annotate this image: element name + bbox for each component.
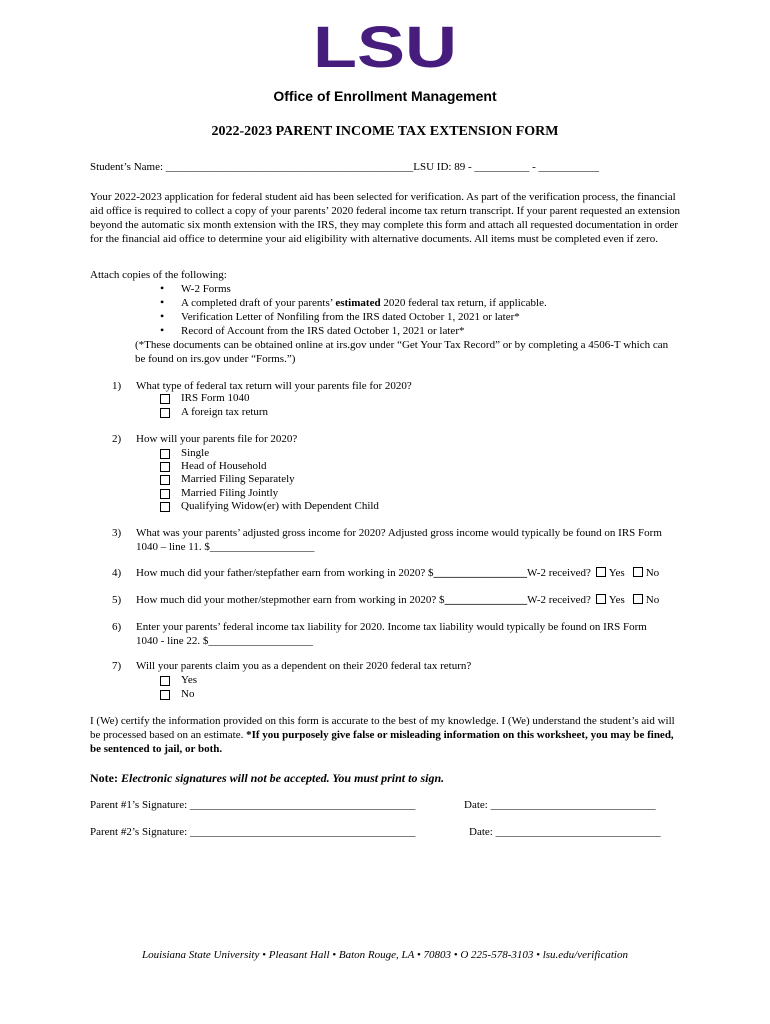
q1-text: What type of federal tax return will your parents file for 2020? [136, 380, 412, 392]
checkbox[interactable] [160, 475, 170, 485]
q4-w2-label: W-2 received? [527, 567, 591, 579]
q5-amount-blank[interactable]: _______________ [444, 594, 528, 606]
q1-option[interactable]: IRS Form 1040 [181, 391, 249, 405]
q7-text: Will your parents claim you as a dependent on their 2020 federal tax return? [136, 660, 472, 672]
checkbox[interactable] [160, 408, 170, 418]
checkbox[interactable] [160, 676, 170, 686]
q6-amount[interactable]: 1040 - line 22. $___________________ [136, 635, 313, 647]
form-title: 2022-2023 PARENT INCOME TAX EXTENSION FORM [211, 124, 559, 139]
student-name-line[interactable]: Student’s Name: _____________________________________________LSU ID: 89 - __________ - ___________ [90, 161, 600, 173]
checkbox[interactable] [160, 502, 170, 512]
q4-row [136, 566, 659, 580]
q5-row [136, 593, 659, 607]
q2-option[interactable]: Married Filing Separately [181, 472, 295, 486]
q5-w2-label: W-2 received? [527, 594, 591, 606]
note-label: Note: [90, 771, 118, 785]
attach-item: • Record of Account from the IRS dated October 1, 2021 or later* [160, 323, 465, 337]
parent1-signature-line[interactable]: Parent #1’s Signature: _________________________________________ [90, 799, 416, 811]
intro-paragraph: Your 2022-2023 application for federal student aid has been selected for verification. As part of the verification process, the financial aid office is required to collect a copy of your parents’ 2020 federal income tax return transcript. If your parent requested an extension beyond the automatic six month extension with the IRS, they may complete this form and attach all requested documentation in order for the financial aid office to determine your aid eligibility with alternative documents. All items must be completed even if zero. [90, 191, 681, 245]
certification-text: I (We) certify the information provided on this form is accurate to the best of my knowledge. I (We) understand the student’s aid will be processed based on an estimate. [90, 715, 675, 741]
checkbox[interactable] [160, 394, 170, 404]
certification-paragraph [90, 714, 682, 756]
q7-option[interactable]: No [181, 687, 194, 701]
checkbox[interactable] [160, 449, 170, 459]
lsu-logo-text: LSU [313, 24, 457, 70]
q6-text: Enter your parents’ federal income tax liability for 2020. Income tax liability would typically be found on IRS Form [136, 621, 647, 633]
q4-yes-label: Yes [608, 567, 625, 579]
signature-note [90, 771, 444, 786]
checkbox[interactable] [160, 690, 170, 700]
q7-option[interactable]: Yes [181, 673, 197, 687]
checkbox[interactable] [160, 462, 170, 472]
q5-yes-label: Yes [608, 594, 625, 606]
certification-warning: *If you purposely give false or misleading information on this worksheet, you may be fined, be sentenced to jail, or both. [90, 729, 674, 755]
parent1-date-line[interactable]: Date: ______________________________ [464, 799, 656, 811]
q5-yes-checkbox[interactable] [596, 594, 606, 604]
q5-no-label: No [645, 594, 660, 606]
q5-no-checkbox[interactable] [633, 594, 643, 604]
attach-item: • Verification Letter of Nonfiling from the IRS dated October 1, 2021 or later* [160, 309, 520, 323]
q5-text: How much did your mother/stepmother earn from working in 2020? $ [136, 594, 445, 606]
attach-heading: Attach copies of the following: [90, 269, 227, 281]
q2-number: 2) [112, 433, 122, 445]
q3-amount[interactable]: 1040 – line 11. $___________________ [136, 541, 315, 553]
q4-yes-checkbox[interactable] [596, 567, 606, 577]
office-name: Office of Enrollment Management [273, 88, 497, 104]
note-text: Electronic signatures will not be accepted. You must print to sign. [117, 771, 445, 785]
q2-text: How will your parents file for 2020? [136, 433, 298, 445]
attach-item: • W-2 Forms [160, 281, 231, 295]
attach-note: (*These documents can be obtained online at irs.gov under “Get Your Tax Record” or by completing a 4506-T which can be found on irs.gov under “Forms.”) [135, 339, 669, 365]
parent2-date-line[interactable]: Date: ______________________________ [469, 826, 661, 838]
parent2-signature-line[interactable]: Parent #2’s Signature: _________________________________________ [90, 826, 416, 838]
q4-text: How much did your father/stepfather earn from working in 2020? $ [136, 567, 434, 579]
q2-option[interactable]: Qualifying Widow(er) with Dependent Child [181, 499, 379, 513]
q2-option[interactable]: Head of Household [181, 459, 267, 473]
checkbox[interactable] [160, 489, 170, 499]
footer-address: Louisiana State University • Pleasant Hall • Baton Rouge, LA • 70803 • O 225-578-3103 • lsu.edu/verification [142, 949, 628, 961]
q4-no-label: No [645, 567, 660, 579]
q3-number: 3) [112, 527, 122, 539]
q4-no-checkbox[interactable] [633, 567, 643, 577]
q4-number: 4) [112, 567, 122, 579]
q4-amount-blank[interactable]: _________________ [433, 567, 528, 579]
q5-number: 5) [112, 594, 122, 606]
q3-text: What was your parents’ adjusted gross income for 2020? Adjusted gross income would typically be found on IRS Form [136, 527, 662, 539]
q2-option[interactable]: Married Filing Jointly [181, 486, 278, 500]
q1-number: 1) [112, 380, 122, 392]
q7-number: 7) [112, 660, 122, 672]
q2-option[interactable]: Single [181, 446, 209, 460]
q1-option[interactable]: A foreign tax return [181, 405, 268, 419]
q6-number: 6) [112, 621, 122, 633]
attach-item: • A completed draft of your parents’ estimated 2020 federal tax return, if applicable. [160, 295, 547, 309]
lsu-logo [312, 24, 458, 70]
